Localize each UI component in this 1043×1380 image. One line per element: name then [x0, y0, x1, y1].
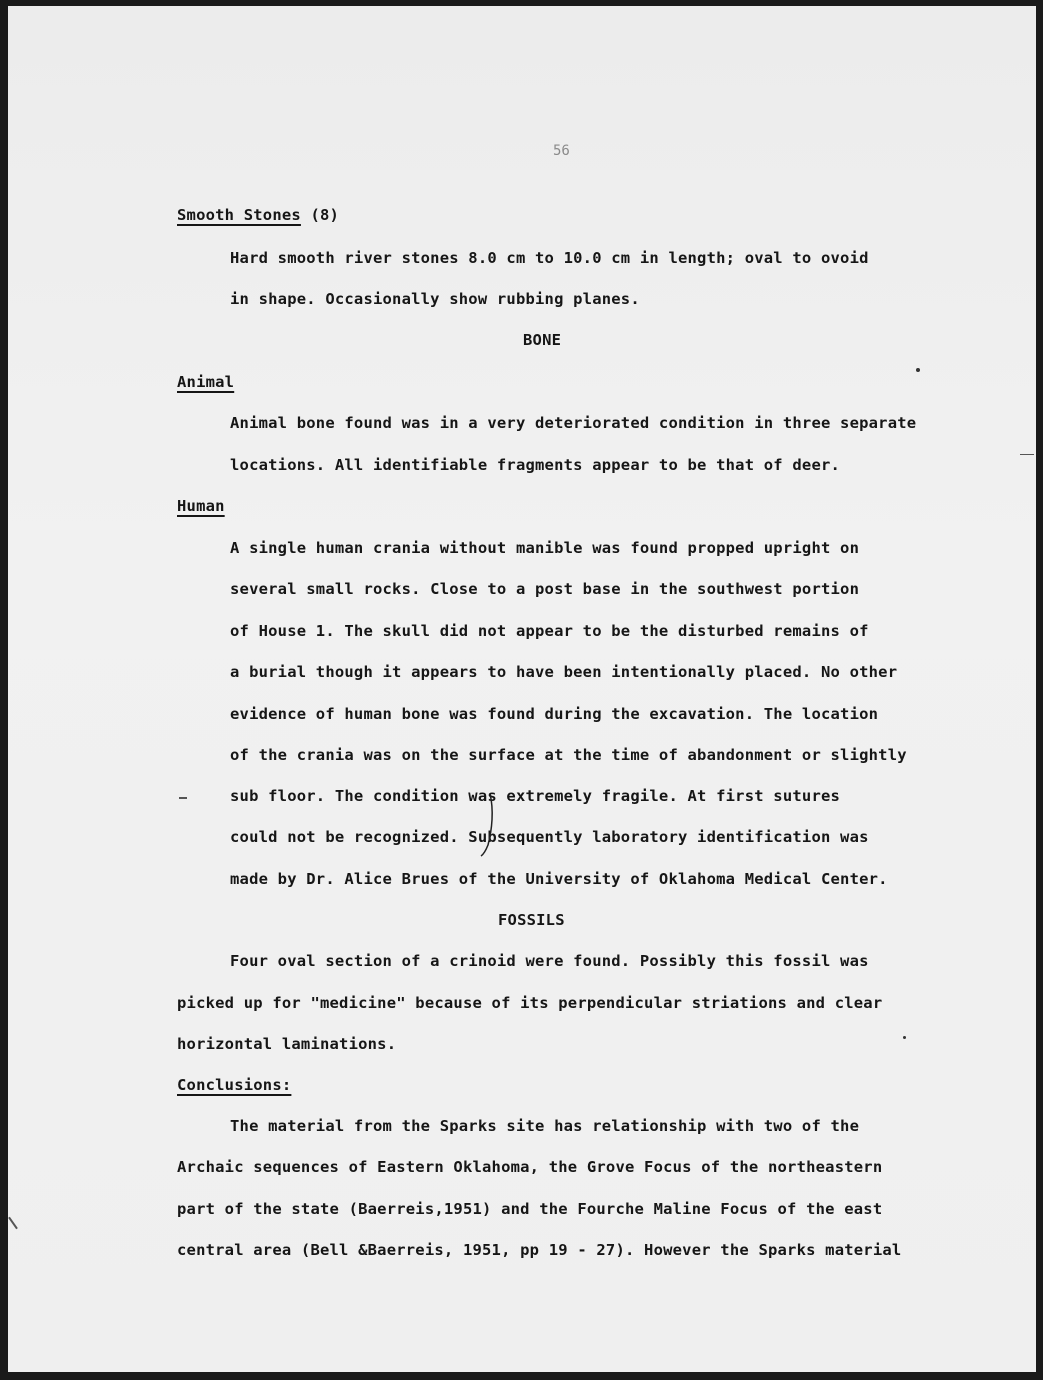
scan-speck: [903, 1036, 906, 1039]
fossils-line: horizontal laminations.: [177, 1035, 397, 1053]
conclusions-line: The material from the Sparks site has relationship with two of the: [230, 1117, 860, 1135]
fossils-title: FOSSILS: [498, 911, 565, 929]
page-number: 56: [553, 143, 570, 159]
human-line: could not be recognized. Subsequently laboratory identification was: [230, 828, 869, 846]
smooth-stones-line: in shape. Occasionally show rubbing planes.: [230, 290, 640, 308]
smooth-stones-line: Hard smooth river stones 8.0 cm to 10.0 cm in length; oval to ovoid: [230, 249, 869, 267]
human-line: a burial though it appears to have been intentionally placed. No other: [230, 663, 898, 681]
conclusions-line: part of the state (Baerreis,1951) and the Fourche Maline Focus of the east: [177, 1200, 883, 1218]
smooth-stones-count: (8): [310, 206, 340, 224]
conclusions-line: Archaic sequences of Eastern Oklahoma, the Grove Focus of the northeastern: [177, 1158, 883, 1176]
bone-title: BONE: [523, 331, 562, 349]
fossils-line: Four oval section of a crinoid were found. Possibly this fossil was: [230, 952, 869, 970]
conclusions-line: central area (Bell &Baerreis, 1951, pp 19 - 27). However the Sparks material: [177, 1241, 902, 1259]
human-line: A single human crania without manible was found propped upright on: [230, 539, 860, 557]
conclusions-heading: Conclusions:: [177, 1076, 292, 1094]
conclusions-heading-line: [177, 1076, 291, 1094]
human-line: sub floor. The condition was extremely fragile. At first sutures: [230, 787, 841, 805]
animal-line: locations. All identifiable fragments appear to be that of deer.: [230, 456, 841, 474]
margin-mark: [179, 797, 187, 799]
handwritten-mark: [478, 790, 498, 860]
animal-heading: Animal: [177, 373, 235, 391]
animal-heading-line: [177, 373, 234, 391]
margin-mark: [1020, 454, 1034, 455]
human-line: made by Dr. Alice Brues of the University of Oklahoma Medical Center.: [230, 870, 888, 888]
animal-line: Animal bone found was in a very deteriorated condition in three separate: [230, 414, 917, 432]
scan-speck: [916, 368, 920, 372]
human-line: several small rocks. Close to a post base in the southwest portion: [230, 580, 860, 598]
human-line: of the crania was on the surface at the time of abandonment or slightly: [230, 746, 907, 764]
margin-mark: [8, 1217, 18, 1230]
document-page: [8, 6, 1036, 1372]
human-heading: Human: [177, 497, 225, 515]
human-line: of House 1. The skull did not appear to be the disturbed remains of: [230, 622, 869, 640]
human-line: evidence of human bone was found during the excavation. The location: [230, 705, 879, 723]
smooth-stones-heading-line: [177, 206, 339, 224]
human-heading-line: [177, 497, 225, 515]
fossils-line: picked up for "medicine" because of its perpendicular striations and clear: [177, 994, 883, 1012]
smooth-stones-heading: Smooth Stones: [177, 206, 301, 224]
